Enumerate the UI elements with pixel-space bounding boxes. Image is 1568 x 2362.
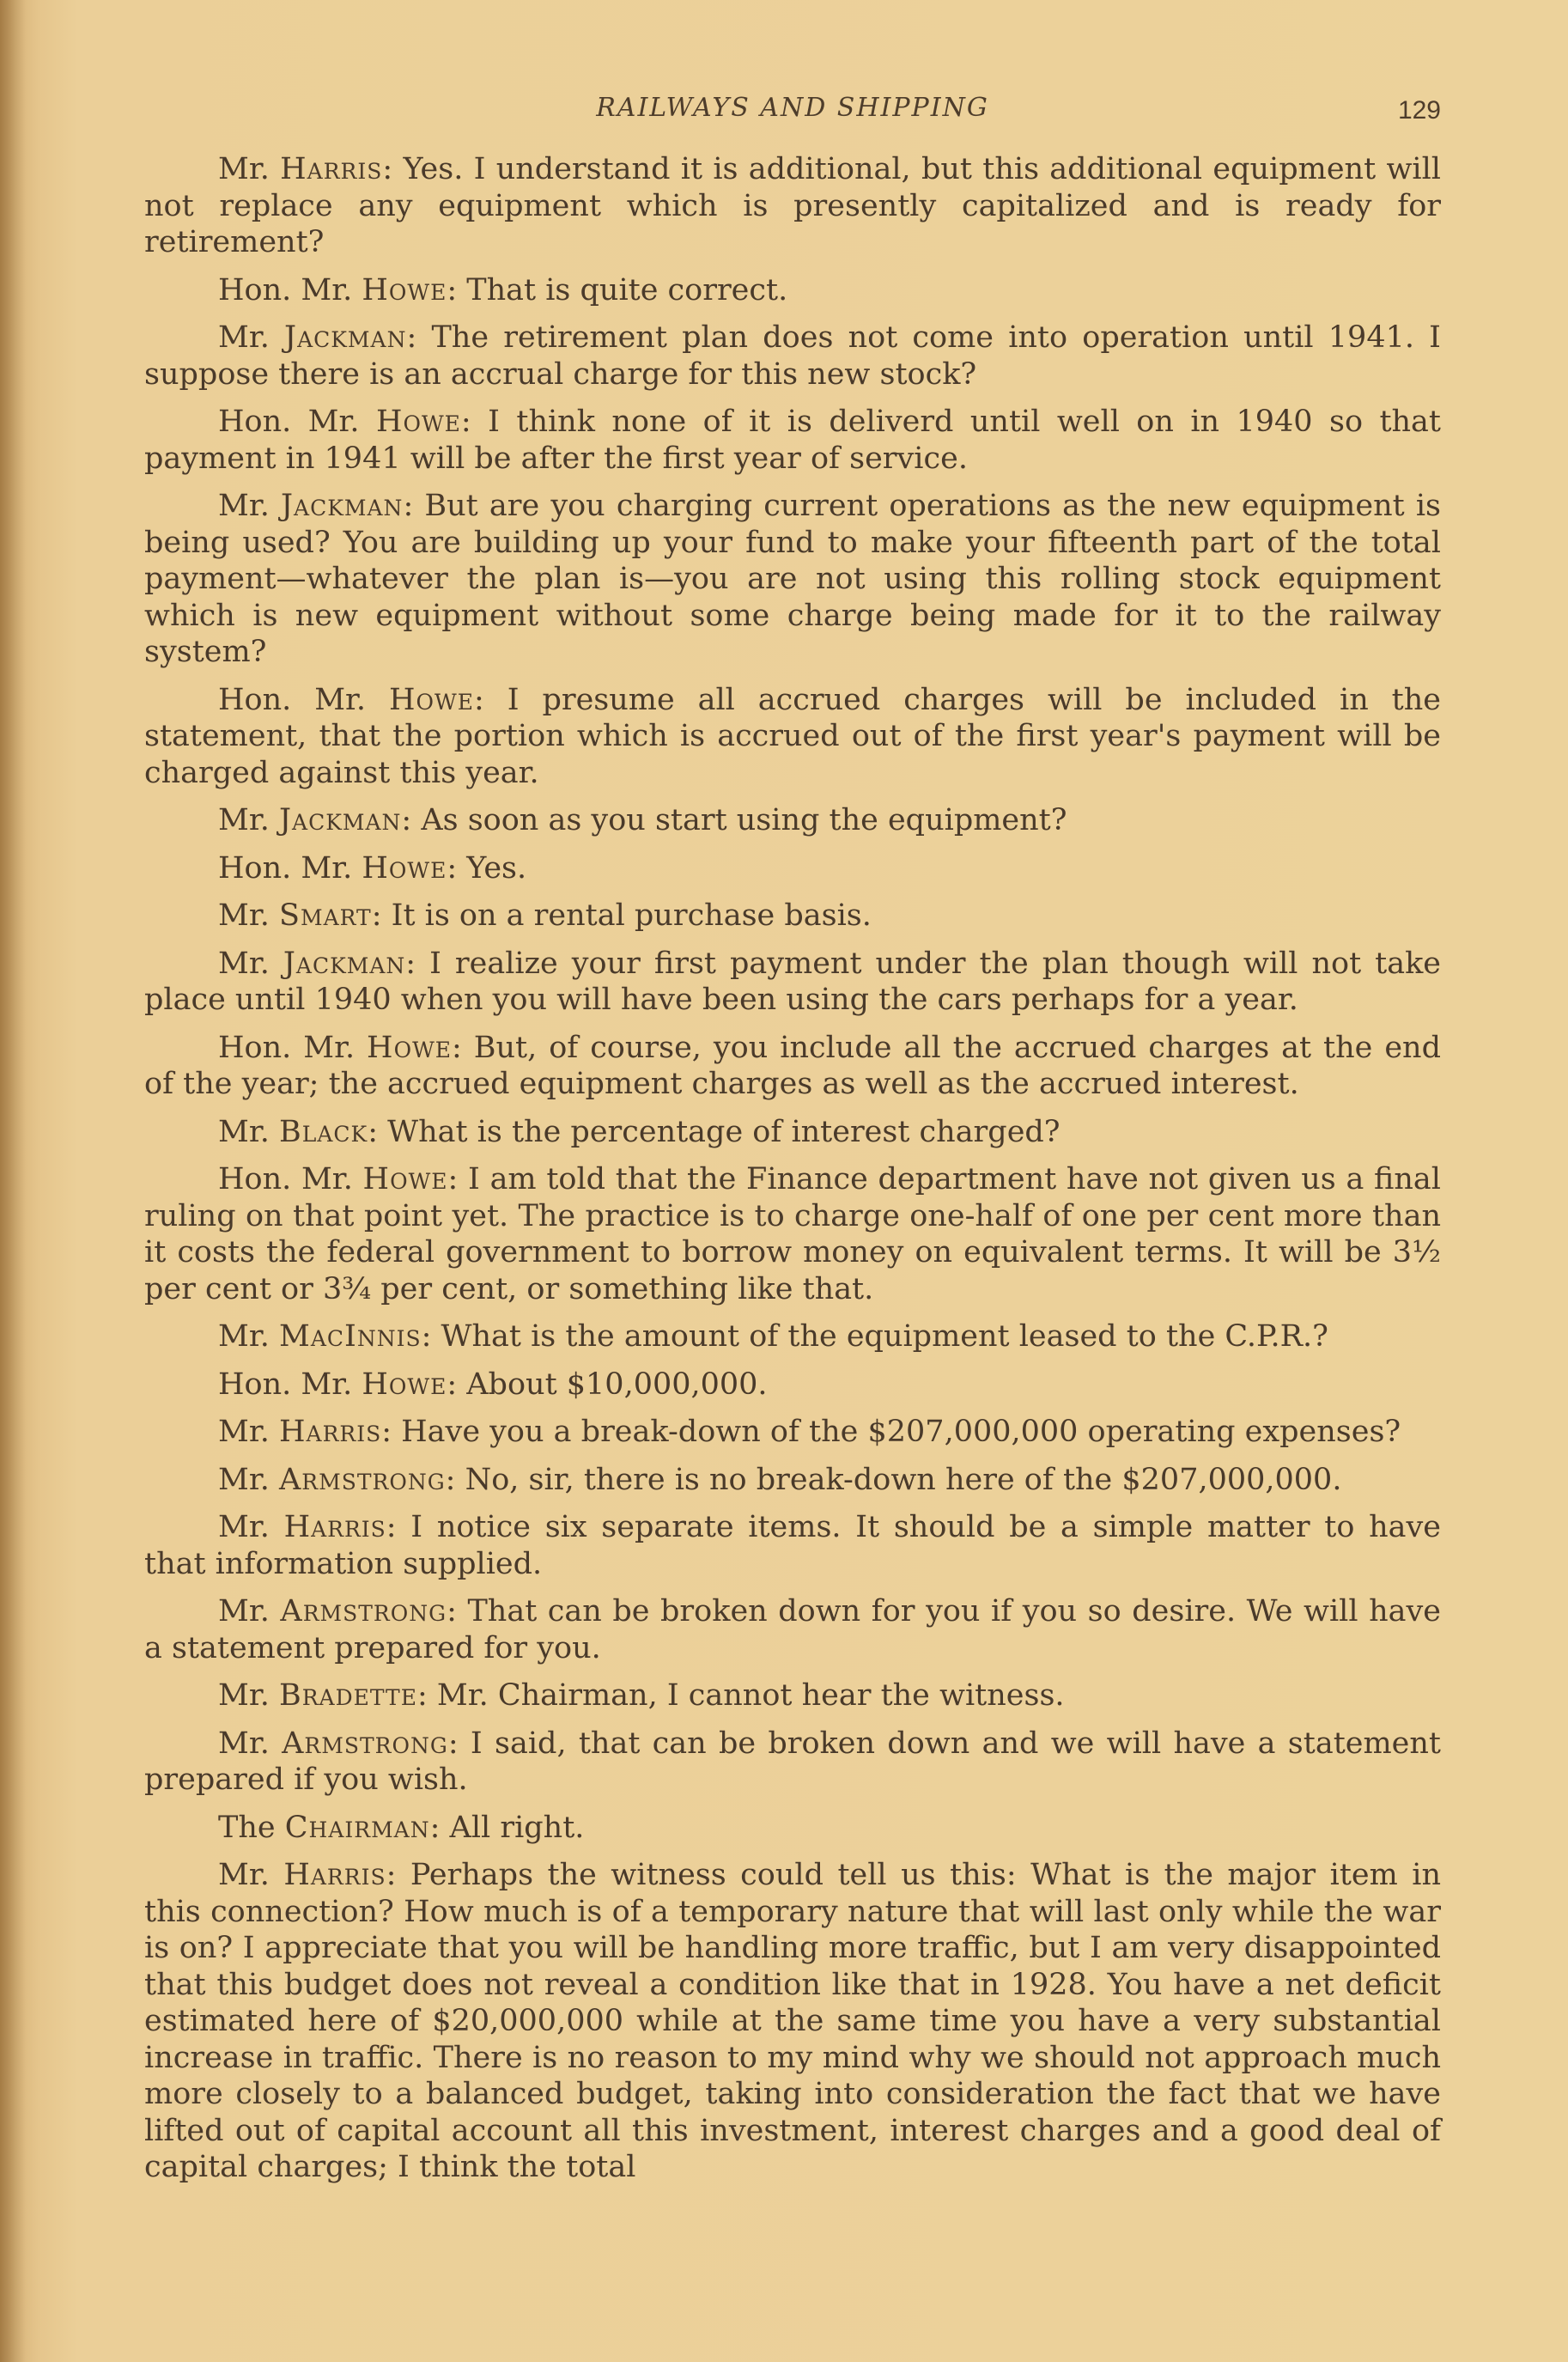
speaker-name: Howe [362, 272, 447, 307]
speech-text: That is quite correct. [466, 272, 788, 307]
speaker-name: Howe [388, 682, 474, 717]
speech-text: No, sir, there is no break-down here of the $207,000,000. [465, 1462, 1342, 1497]
speech-text: About $10,000,000. [466, 1367, 768, 1402]
speaker-title: Mr. [218, 1858, 270, 1892]
transcript-paragraph: Mr. Black: What is the percentage of interest charged? [218, 1114, 1061, 1149]
transcript-paragraph: Mr. Jackman: As soon as you start using the equipment? [218, 803, 1067, 837]
speech-text: But, of course, you include all the accrued charges at the end of the year; the accrued equipment charges as well as the accrued interest. [144, 1030, 1441, 1101]
speaker-name: Smart [279, 898, 372, 933]
transcript-paragraph: Hon. Mr. Howe: I presume all accrued charges will be included in the statement, that the portion which is accrued out of the first year's payment will be charged against this year. [144, 682, 1441, 790]
transcript-paragraph: Mr. Smart: It is on a rental purchase basis. [218, 898, 872, 933]
transcript-paragraph: Mr. Harris: Perhaps the witness could tell us this: What is the major item in this connection? How much is of a temporary nature that will last only while the war is on? I appreciate that you will be handling more traffic, but I am very disappointed that this budget does not reveal a condition like that in 1928. You have a net deficit estimated here of $20,000,000 while at the same time you have a very substantial increase in traffic. There is no reason to my mind why we should not approach much more closely to a balanced budget, taking into consideration the fact that we have lifted out of capital account all this investment, interest charges and a good deal of capital charges; I think the total [144, 1858, 1441, 2184]
page-spine-shadow [0, 0, 26, 2362]
speaker-title: Mr. [218, 946, 270, 981]
transcript-paragraph: Hon. Mr. Howe: But, of course, you include all the accrued charges at the end of the year; the accrued equipment charges as well as the accrued interest. [144, 1030, 1441, 1101]
speaker-name: Armstrong [280, 1594, 447, 1628]
speaker-title: Mr. [218, 1510, 270, 1544]
speaker-title: Mr. [218, 1114, 270, 1149]
transcript-paragraph: Hon. Mr. Howe: I am told that the Finance department have not given us a final ruling on that point yet. The practice is to charge one-half of one per cent more than it costs the federal government to borrow money on equivalent terms. It will be 3½ per cent or 3¾ per cent, or something like that. [144, 1162, 1441, 1306]
transcript-body [144, 151, 1441, 2197]
speech-text: Mr. Chairman, I cannot hear the witness. [436, 1678, 1065, 1713]
transcript-paragraph: Mr. Jackman: But are you charging current operations as the new equipment is being used? You are building up your fund to make your fifteenth part of the total payment—whatever the plan is—you are not using this rolling stock equipment which is new equipment without some charge being made for it to the railway system? [144, 489, 1441, 669]
transcript-paragraph: Hon. Mr. Howe: I think none of it is deliverd until well on in 1940 so that payment in 1941 will be after the first year of service. [144, 405, 1441, 476]
transcript-paragraph: Mr. Jackman: I realize your first payment under the plan though will not take place until 1940 when you will have been using the cars perhaps for a year. [144, 946, 1441, 1017]
speaker-title: Mr. [218, 1726, 270, 1761]
speaker-title: Mr. [218, 1462, 270, 1497]
speech-text: I think none of it is deliverd until well on in 1940 so that payment in 1941 will be after the first year of service. [144, 405, 1441, 476]
speaker-title: Hon. Mr. [218, 682, 367, 717]
speaker-name: Armstrong [279, 1462, 446, 1497]
transcript-paragraph: Mr. Armstrong: That can be broken down for you if you so desire. We will have a statement prepared for you. [144, 1594, 1441, 1665]
transcript-paragraph: Mr. Harris: Have you a break-down of the $207,000,000 operating expenses? [218, 1415, 1401, 1449]
transcript-paragraph: Mr. Jackman: The retirement plan does not come into operation until 1941. I suppose there is an accrual charge for this new stock? [144, 320, 1441, 392]
speaker-name: Black [279, 1114, 368, 1149]
transcript-paragraph: Mr. Armstrong: No, sir, there is no break-down here of the $207,000,000. [218, 1462, 1342, 1497]
transcript-paragraph: Hon. Mr. Howe: About $10,000,000. [218, 1367, 768, 1402]
speaker-title: Hon. Mr. [218, 1367, 353, 1402]
speaker-title: Mr. [218, 1415, 270, 1449]
speaker-name: Jackman [283, 946, 406, 981]
speaker-title: Mr. [218, 152, 270, 186]
transcript-paragraph: Mr. Harris: Yes. I understand it is additional, but this additional equipment will not replace any equipment which is presently capitalized and is ready for retirement? [144, 152, 1441, 259]
speech-text: The retirement plan does not come into operation until 1941. I suppose there is an accrual charge for this new stock? [144, 320, 1441, 392]
running-title: RAILWAYS AND SHIPPING [596, 93, 989, 123]
speaker-name: Howe [362, 1367, 447, 1402]
transcript-paragraph: The Chairman: All right. [218, 1810, 585, 1845]
speaker-name: Chairman [284, 1810, 430, 1845]
transcript-paragraph: Hon. Mr. Howe: That is quite correct. [218, 272, 788, 307]
speaker-title: Hon. Mr. [218, 1162, 353, 1196]
speech-text: All right. [449, 1810, 585, 1845]
speech-text: I said, that can be broken down and we will have a statement prepared if you wish. [144, 1726, 1441, 1797]
speaker-title: The [218, 1810, 276, 1845]
speech-text: Have you a break-down of the $207,000,000 operating expenses? [401, 1415, 1401, 1449]
speaker-title: Mr. [218, 1678, 270, 1713]
speaker-name: Howe [362, 850, 447, 886]
speaker-name: Armstrong [282, 1726, 448, 1761]
transcript-paragraph: Hon. Mr. Howe: Yes. [218, 850, 527, 886]
speaker-name: Howe [367, 1030, 453, 1065]
speech-text: What is the amount of the equipment leased to the C.P.R.? [441, 1319, 1328, 1354]
speaker-title: Hon. Mr. [218, 405, 360, 439]
speech-text: It is on a rental purchase basis. [391, 898, 872, 933]
speech-text: But are you charging current operations as the new equipment is being used? You are building up your fund to make your fifteenth part of the total payment—whatever the plan is—you are not using this rolling stock equipment which is new equipment without some charge being made for it to the railway system? [144, 489, 1441, 669]
speaker-title: Mr. [218, 1319, 270, 1354]
speaker-name: Jackman [279, 803, 402, 837]
speech-text: Yes. I understand it is additional, but this additional equipment will not replace any equipment which is presently capitalized and is ready for retirement? [144, 152, 1441, 259]
speech-text: I presume all accrued charges will be included in the statement, that the portion which is accrued out of the first year's payment will be charged against this year. [144, 682, 1441, 790]
speech-text: I realize your first payment under the plan though will not take place until 1940 when you will have been using the cars perhaps for a year. [144, 946, 1441, 1017]
speaker-title: Mr. [218, 803, 270, 837]
speaker-name: Harris [283, 1858, 386, 1892]
speaker-title: Mr. [218, 489, 270, 523]
speaker-name: Bradette [279, 1678, 417, 1713]
transcript-paragraph: Mr. MacInnis: What is the amount of the equipment leased to the C.P.R.? [218, 1319, 1328, 1354]
speaker-name: MacInnis [279, 1319, 422, 1354]
speech-text: That can be broken down for you if you so desire. We will have a statement prepared for you. [144, 1594, 1441, 1665]
transcript-paragraph: Mr. Armstrong: I said, that can be broken down and we will have a statement prepared if you wish. [144, 1726, 1441, 1797]
speaker-name: Jackman [284, 320, 407, 355]
speaker-name: Harris [279, 1415, 382, 1449]
speaker-title: Hon. Mr. [218, 272, 353, 307]
speaker-title: Hon. Mr. [218, 850, 353, 886]
speaker-title: Hon. Mr. [218, 1030, 356, 1065]
transcript-paragraph: Mr. Bradette: Mr. Chairman, I cannot hear the witness. [218, 1678, 1065, 1713]
speaker-name: Howe [375, 405, 461, 439]
speaker-title: Mr. [218, 898, 270, 933]
transcript-paragraph: Mr. Harris: I notice six separate items. It should be a simple matter to have that information supplied. [144, 1510, 1441, 1581]
speaker-title: Mr. [218, 320, 270, 355]
speech-text: As soon as you start using the equipment? [421, 803, 1067, 837]
speech-text: Perhaps the witness could tell us this: What is the major item in this connection? How much is of a temporary nature that will last only while the war is on? I appreciate that you will be handling more traffic, but I am very disappointed that this budget does not reveal a condition like that in 1928. You have a net deficit estimated here of $20,000,000 while at the same time you have a very substantial increase in traffic. There is no reason to my mind why we should not approach much more closely to a balanced budget, taking into consideration the fact that we have lifted out of capital account all this investment, interest charges and a good deal of capital charges; I think the total [144, 1858, 1441, 2184]
speaker-name: Howe [362, 1162, 448, 1196]
speech-text: What is the percentage of interest charged? [387, 1114, 1061, 1149]
page-number: 129 [1397, 96, 1441, 125]
speaker-name: Harris [283, 1510, 386, 1544]
page-header [144, 93, 1441, 131]
speech-text: I am told that the Finance department have not given us a final ruling on that point yet. The practice is to charge one-half of one per cent more than it costs the federal government to borrow money on equivalent terms. It will be 3½ per cent or 3¾ per cent, or something like that. [144, 1162, 1441, 1306]
speaker-name: Jackman [281, 489, 404, 523]
speaker-title: Mr. [218, 1594, 270, 1628]
speaker-name: Harris [280, 152, 383, 186]
speech-text: I notice six separate items. It should be a simple matter to have that information supplied. [144, 1510, 1441, 1581]
speech-text: Yes. [466, 850, 527, 886]
